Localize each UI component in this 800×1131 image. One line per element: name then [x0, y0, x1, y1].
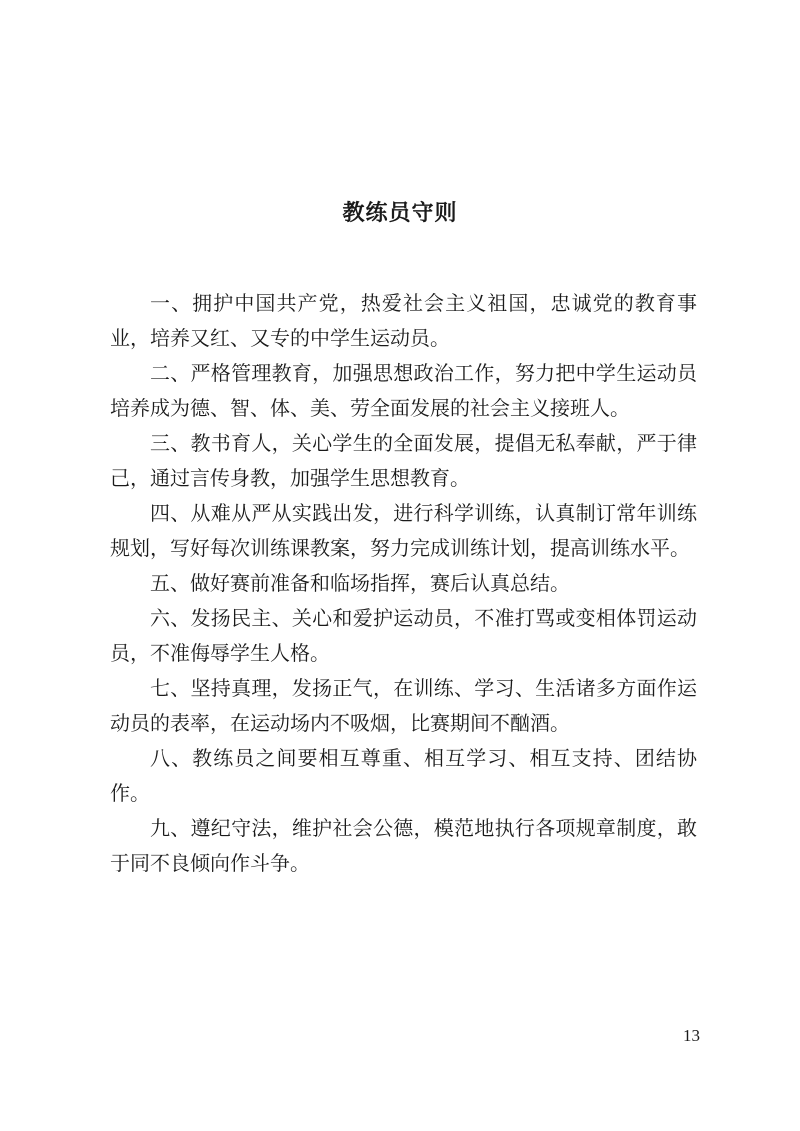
page-number: 13: [683, 1026, 700, 1045]
rule-paragraph-3: 三、教书育人，关心学生的全面发展，提倡无私奉献，严于律己，通过言传身教，加强学生思想教育。: [110, 431, 697, 490]
rule-paragraph-7: 七、坚持真理，发扬正气，在训练、学习、生活诸多方面作运动员的表率，在运动场内不吸烟，比赛期间不酗酒。: [110, 676, 697, 735]
rule-paragraph-8: 八、教练员之间要相互尊重、相互学习、相互支持、团结协作。: [110, 746, 697, 805]
rule-paragraph-4: 四、从难从严从实践出发，进行科学训练，认真制订常年训练规划，写好每次训练课教案，努力完成训练计划，提高训练水平。: [110, 501, 697, 560]
page-title: 教练员守则: [342, 200, 458, 226]
rule-paragraph-9: 九、遵纪守法，维护社会公德，模范地执行各项规章制度，敢于同不良倾向作斗争。: [110, 816, 697, 875]
rule-paragraph-6: 六、发扬民主、关心和爱护运动员，不准打骂或变相体罚运动员，不准侮辱学生人格。: [110, 606, 697, 665]
rules-body: [110, 286, 697, 881]
rule-paragraph-2: 二、严格管理教育，加强思想政治工作，努力把中学生运动员培养成为德、智、体、美、劳全面发展的社会主义接班人。: [110, 361, 697, 420]
rule-paragraph-5: 五、做好赛前准备和临场指挥，赛后认真总结。: [150, 571, 570, 595]
rule-paragraph-1: 一、拥护中国共产党，热爱社会主义祖国，忠诚党的教育事业，培养又红、又专的中学生运动员。: [110, 291, 697, 350]
